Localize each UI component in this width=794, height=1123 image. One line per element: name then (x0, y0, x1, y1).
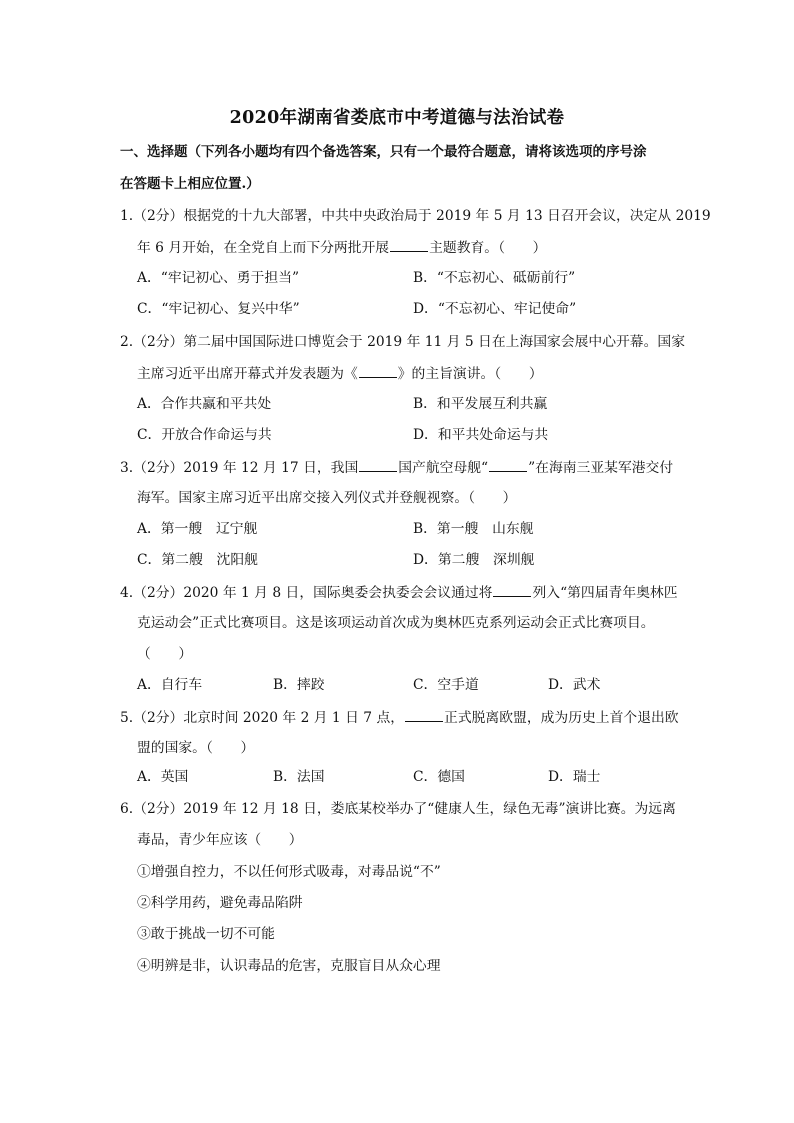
question-3-line-2: 海军。国家主席习近平出席交接入列仪式并登舰视察。（ ） (137, 490, 517, 506)
question-5-option-b: B．法国 (273, 769, 325, 785)
question-3-line-1 (120, 458, 673, 477)
question-5-option-a: A．英国 (137, 769, 189, 785)
question-2-text-pre: 主席习近平出席开幕式并发表题为《 (137, 366, 358, 382)
question-2-line-2 (137, 364, 543, 383)
question-1-option-d: D．“不忘初心、牢记使命” (413, 301, 577, 317)
question-4-text-pre: 4.（2分）2020 年 1 月 8 日，国际奥委会执委会会议通过将 (120, 585, 493, 601)
question-2-option-a: A．合作共赢和平共处 (137, 396, 272, 412)
question-3-text-post: ”在海南三亚某军港交付 (528, 460, 674, 476)
question-1-text-post: 主题教育。（ ） (429, 240, 547, 256)
question-2-option-c: C．开放合作命运与共 (137, 427, 272, 443)
question-2-line-1: 2.（2分）第二届中国国际进口博览会于 2019 年 11 月 5 日在上海国家会展中心开幕。国家 (120, 334, 685, 350)
question-3-option-b: B．第一艘 山东舰 (413, 521, 534, 537)
question-3-option-c: C．第二艘 沈阳舰 (137, 552, 258, 568)
question-4-option-a: A．自行车 (137, 677, 203, 693)
question-2-text-post: 》的主旨演讲。（ ） (397, 366, 543, 382)
question-3-option-a: A．第一艘 辽宁舰 (137, 521, 258, 537)
question-5-option-d: D．瑞士 (548, 769, 601, 785)
question-6-line-1: 6.（2分）2019 年 12 月 18 日，娄底某校举办了“健康人生，绿色无毒”演讲比赛。为远离 (120, 801, 676, 817)
question-3-text-pre: 3.（2分）2019 年 12 月 17 日，我国 (120, 460, 359, 476)
question-4-text-post: 列入“第四届青年奥林匹 (532, 585, 678, 601)
answer-blank (493, 583, 531, 597)
section-instruction-line-1: 一、选择题（下列各小题均有四个备选答案，只有一个最符合题意，请将该选项的序号涂 (120, 144, 647, 160)
page-title: 2020年湖南省娄底市中考道德与法治试卷 (229, 108, 565, 128)
answer-blank (405, 708, 443, 722)
question-5-line-1 (120, 708, 679, 727)
question-4-option-d: D．武术 (548, 677, 601, 693)
question-6-item-1: ①增强自控力，不以任何形式吸毒，对毒品说“不” (137, 864, 441, 880)
answer-blank (390, 238, 428, 252)
question-1-option-c: C．“牢记初心、复兴中华” (137, 301, 300, 317)
answer-blank (489, 458, 527, 472)
question-5-text-pre: 5.（2分）北京时间 2020 年 2 月 1 日 7 点， (120, 710, 405, 726)
question-3-text-mid: 国产航空母舰“ (398, 460, 489, 476)
question-2-option-b: B．和平发展互利共赢 (413, 396, 548, 412)
question-5-text-post: 正式脱离欧盟，成为历史上首个退出欧 (444, 710, 679, 726)
question-6-item-4: ④明辨是非，认识毒品的危害，克服盲目从众心理 (137, 958, 441, 974)
question-1-option-b: B．“不忘初心、砥砺前行” (413, 270, 576, 286)
question-4-option-c: C．空手道 (413, 677, 479, 693)
question-6-item-3: ③敢于挑战一切不可能 (137, 926, 275, 942)
question-6-item-2: ②科学用药，避免毒品陷阱 (137, 895, 303, 911)
question-1-text-pre: 年 6 月开始，在全党自上而下分两批开展 (137, 240, 390, 256)
question-4-option-b: B．摔跤 (273, 677, 325, 693)
answer-blank (359, 364, 397, 378)
question-4-line-2: 克运动会”正式比赛项目。这是该项运动首次成为奥林匹克系列运动会正式比赛项目。 (137, 615, 655, 631)
question-4-line-1 (120, 583, 678, 602)
question-1-line-1: 1.（2分）根据党的十九大部署，中共中央政治局于 2019 年 5 月 13 日召开会议，决定从 2019 (120, 208, 711, 224)
question-3-option-d: D．第二艘 深圳舰 (413, 552, 535, 568)
question-6-line-2: 毒品，青少年应该（ ） (137, 832, 303, 848)
question-1-line-2 (137, 238, 546, 257)
question-1-option-a: A．“牢记初心、勇于担当” (137, 270, 300, 286)
question-2-option-d: D．和平共处命运与共 (413, 427, 549, 443)
section-instruction-line-2: 在答题卡上相应位置.） (120, 176, 260, 192)
question-4-line-3: （ ） (137, 646, 193, 662)
answer-blank (359, 458, 397, 472)
question-5-option-c: C．德国 (413, 769, 465, 785)
question-5-line-2: 盟的国家。（ ） (137, 740, 255, 756)
